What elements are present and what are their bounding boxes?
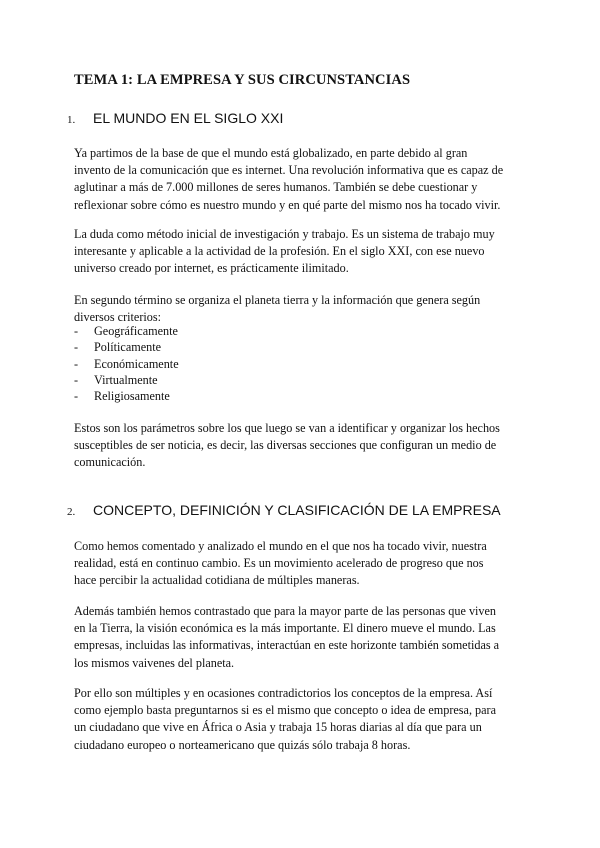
text-line: En segundo término se organiza el planeta tierra y la información que genera según <box>74 293 481 307</box>
text-line: como ejemplo basta preguntarnos si es el mismo que concepto o idea de empresa, para <box>74 703 497 718</box>
list-item-label: Políticamente <box>94 340 162 355</box>
list-marker: - <box>74 372 79 387</box>
text-line: La duda como método inicial de investigación y trabajo. Es un sistema de trabajo muy <box>74 227 495 241</box>
text-line: aglutinar a más de 7.000 millones de seres humanos. También se debe cuestionar y <box>74 180 478 195</box>
text-line: realidad, está en continuo cambio. Es un movimiento acelerado de progreso que nos <box>74 556 484 571</box>
list-item <box>74 388 179 404</box>
list-item <box>74 339 179 355</box>
section-1-title: EL MUNDO EN EL SIGLO XXI <box>93 110 284 126</box>
section-1-paragraph-4 <box>74 420 534 472</box>
text-line: empresas, incluidas las informativas, interactúan en este horizonte también sometidas a <box>74 638 500 653</box>
text-line: invento de la comunicación que es internet. Una revolución informativa que es capaz de <box>74 163 504 178</box>
text-line: universo creado por internet, es prácticamente ilimitado. <box>74 261 349 276</box>
section-1-number: 1. <box>67 114 76 126</box>
section-2-heading <box>67 502 501 518</box>
text-line: los mismos vaivenes del planeta. <box>74 655 235 670</box>
section-2-paragraph-1 <box>74 538 534 590</box>
document-title: TEMA 1: LA EMPRESA Y SUS CIRCUNSTANCIAS <box>74 72 411 88</box>
section-2-paragraph-2 <box>74 603 534 672</box>
text-line: Por ello son múltiples y en ocasiones contradictorios los conceptos de la empresa. Así <box>74 686 493 700</box>
text-line: reflexionar sobre cómo es nuestro mundo y en qué parte del mismo nos ha tocado vivir. <box>74 197 501 212</box>
text-line: en la Tierra, la visión económica es la más importante. El dinero mueve el mundo. Las <box>74 621 496 636</box>
list-marker: - <box>74 324 79 338</box>
section-2-paragraph-3 <box>74 685 534 754</box>
text-line: Estos son los parámetros sobre los que luego se van a identificar y organizar los hechos <box>74 421 500 435</box>
section-1-paragraph-3 <box>74 292 534 326</box>
text-line: Como hemos comentado y analizado el mundo en el que nos ha tocado vivir, nuestra <box>74 539 487 553</box>
section-1-paragraph-1 <box>74 145 534 214</box>
list-item <box>74 356 179 372</box>
text-line: susceptibles de ser noticia, es decir, las diversas secciones que configuran un medio de <box>74 438 497 453</box>
section-2-title: CONCEPTO, DEFINICIÓN Y CLASIFICACIÓN DE LA EMPRESA <box>93 502 501 518</box>
text-line: ciudadano europeo o norteamericano que quizás sólo trabaja 8 horas. <box>74 737 411 752</box>
list-item-label: Económicamente <box>94 356 179 371</box>
text-line: interesante y aplicable a la actividad de la profesión. En el siglo XXI, con ese nuevo <box>74 244 485 259</box>
list-item <box>74 323 179 339</box>
list-item-label: Geográficamente <box>94 324 178 338</box>
text-line: hace percibir la actualidad cotidiana de múltiples maneras. <box>74 573 360 588</box>
section-1-paragraph-2 <box>74 226 534 278</box>
list-marker: - <box>74 389 79 404</box>
list-item <box>74 372 179 388</box>
text-line: comunicación. <box>74 455 146 470</box>
text-line: Ya partimos de la base de que el mundo está globalizado, en parte debido al gran <box>74 146 468 160</box>
list-item-label: Virtualmente <box>94 372 158 387</box>
criteria-list <box>74 323 179 404</box>
section-2-number: 2. <box>67 506 76 518</box>
list-item-label: Religiosamente <box>94 389 170 404</box>
text-line: un ciudadano que vive en África o Asia y trabaja 15 horas diarias al día que para un <box>74 720 482 735</box>
list-marker: - <box>74 340 79 355</box>
text-line: diversos criterios: <box>74 310 161 325</box>
text-line: Además también hemos contrastado que para la mayor parte de las personas que viven <box>74 604 497 618</box>
section-1-heading <box>67 110 283 126</box>
list-marker: - <box>74 356 79 371</box>
